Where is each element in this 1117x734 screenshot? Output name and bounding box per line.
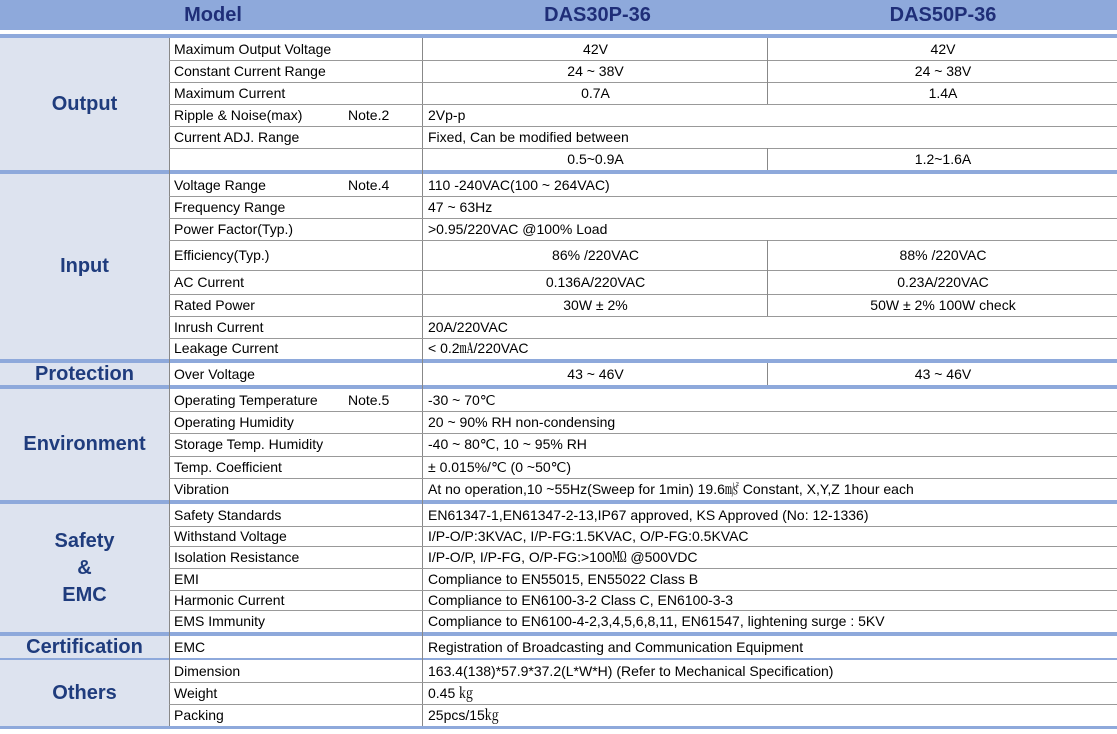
spec-value: 20 ~ 90% RH non-condensing (428, 414, 616, 430)
spec-label: Operating Temperature (174, 392, 318, 408)
spec-value-das50: 0.23A/220VAC (897, 274, 989, 290)
spec-value: Compliance to EN6100-3-2 Class C, EN6100-3-3 (428, 592, 734, 608)
spec-value: I/P-O/P, I/P-FG, O/P-FG:>100㏁ @500VDC (428, 549, 698, 565)
spec-value: >0.95/220VAC @100% Load (428, 221, 608, 237)
spec-value-das30: 86% /220VAC (552, 247, 639, 263)
spec-label: Vibration (174, 481, 230, 497)
spec-value: Compliance to EN6100-4-2,3,4,5,6,8,11, EN61547, lightening surge : 5KV (428, 613, 885, 629)
column-divider (767, 60, 768, 82)
row-divider (169, 104, 1117, 105)
spec-label: Dimension (174, 663, 241, 679)
spec-label: Isolation Resistance (174, 549, 300, 565)
spec-value-das30: 43 ~ 46V (567, 366, 624, 382)
row-divider (169, 411, 1117, 412)
category-output: Output (0, 38, 169, 170)
category-emc: EMC (62, 583, 107, 606)
spec-label: Weight (174, 685, 218, 701)
spec-label: Frequency Range (174, 199, 286, 215)
header-model: Model (0, 0, 426, 30)
row-divider (169, 456, 1117, 457)
spec-label: Voltage Range (174, 177, 266, 193)
spec-label: Constant Current Range (174, 63, 326, 79)
column-divider (767, 363, 768, 385)
spec-label: EMS Immunity (174, 613, 266, 629)
spec-value-das30: 24 ~ 38V (567, 63, 624, 79)
spec-label: Safety Standards (174, 507, 282, 523)
row-divider (169, 218, 1117, 219)
spec-value-das50: 24 ~ 38V (914, 63, 972, 79)
spec-value: 25pcs/15㎏ (428, 707, 499, 723)
spec-value: Fixed, Can be modified between (428, 129, 629, 145)
spec-value: ± 0.015%/℃ (0 ~50℃) (428, 459, 572, 475)
spec-label: Maximum Output Voltage (174, 41, 332, 57)
row-divider (169, 126, 1117, 127)
spec-value: 47 ~ 63Hz (428, 199, 493, 215)
category-input: Input (0, 174, 169, 359)
spec-label: Packing (174, 707, 224, 723)
spec-value-das50: 50W ± 2% 100W check (870, 297, 1016, 313)
spec-label: Inrush Current (174, 319, 264, 335)
spec-value: -40 ~ 80℃, 10 ~ 95% RH (428, 436, 587, 452)
spec-value: Compliance to EN55015, EN55022 Class B (428, 571, 699, 587)
spec-value-das50: 1.4A (928, 85, 958, 101)
spec-label: Operating Humidity (174, 414, 294, 430)
spec-value-das30: 0.5~0.9A (567, 151, 624, 167)
category-ampersand: & (77, 556, 92, 579)
row-divider (169, 196, 1117, 197)
spec-label: EMI (174, 571, 199, 587)
spec-note: Note.5 (348, 392, 390, 408)
spec-value: 163.4(138)*57.9*37.2(L*W*H) (Refer to Mechanical Specification) (428, 663, 834, 679)
spec-value-das30: 0.136A/220VAC (545, 274, 646, 290)
spec-value-das50: 42V (930, 41, 956, 57)
group-separator (0, 726, 1117, 729)
category-safety: Safety (54, 529, 115, 552)
spec-label: Temp. Coefficient (174, 459, 282, 475)
spec-label: Current ADJ. Range (174, 129, 300, 145)
column-divider (169, 38, 170, 726)
spec-value: EN61347-1,EN61347-2-13,IP67 approved, KS Approved (No: 12-1336) (428, 507, 869, 523)
column-divider (767, 38, 768, 60)
spec-value: -30 ~ 70℃ (428, 392, 496, 408)
spec-value-das30: 30W ± 2% (563, 297, 628, 313)
column-divider (767, 82, 768, 104)
spec-value-das30: 42V (583, 41, 608, 57)
column-divider (767, 270, 768, 294)
group-separator (0, 385, 1117, 389)
spec-value: 110 -240VAC(100 ~ 264VAC) (428, 177, 610, 193)
spec-label: Withstand Voltage (174, 528, 287, 544)
spec-value: 0.45 ㎏ (428, 685, 474, 701)
row-divider (169, 316, 1117, 317)
spec-label: EMC (174, 639, 206, 655)
spec-label: Power Factor(Typ.) (174, 221, 294, 237)
spec-value: 20A/220VAC (428, 319, 508, 335)
row-divider (169, 704, 1117, 705)
spec-label: Over Voltage (174, 366, 255, 382)
spec-value: 2Vp-p (428, 107, 466, 123)
spec-value-das30: 0.7A (581, 85, 610, 101)
header-das50: DAS50P-36 (769, 0, 1117, 30)
spec-label: Maximum Current (174, 85, 286, 101)
category-others: Others (0, 660, 169, 726)
spec-label: Harmonic Current (174, 592, 285, 608)
spec-value-das50: 1.2~1.6A (914, 151, 972, 167)
spec-label: Ripple & Noise(max) (174, 107, 303, 123)
spec-note: Note.4 (348, 177, 390, 193)
category-certification: Certification (0, 636, 169, 658)
column-divider (767, 294, 768, 316)
header-das30: DAS30P-36 (426, 0, 769, 30)
column-divider (422, 38, 423, 726)
spec-label: AC Current (174, 274, 245, 290)
column-divider (767, 148, 768, 170)
spec-value: At no operation,10 ~55Hz(Sweep for 1min) 19.6㎨ Constant, X,Y,Z 1hour each (428, 481, 914, 497)
column-divider (767, 240, 768, 270)
spec-value: < 0.2㎃/220VAC (428, 340, 529, 356)
spec-label: Storage Temp. Humidity (174, 436, 324, 452)
row-divider (169, 338, 1117, 339)
spec-value: Registration of Broadcasting and Communication Equipment (428, 639, 804, 655)
spec-value-das50: 43 ~ 46V (914, 366, 972, 382)
spec-label: Rated Power (174, 297, 255, 313)
category-safety-emc (0, 504, 169, 632)
category-protection: Protection (0, 363, 169, 385)
spec-label: Leakage Current (174, 340, 279, 356)
spec-value-das50: 88% /220VAC (899, 247, 987, 263)
category-environment: Environment (0, 389, 169, 500)
row-divider (169, 682, 1117, 683)
spec-value: I/P-O/P:3KVAC, I/P-FG:1.5KVAC, O/P-FG:0.5KVAC (428, 528, 749, 544)
spec-label: Efficiency(Typ.) (174, 247, 270, 263)
spec-note: Note.2 (348, 107, 390, 123)
